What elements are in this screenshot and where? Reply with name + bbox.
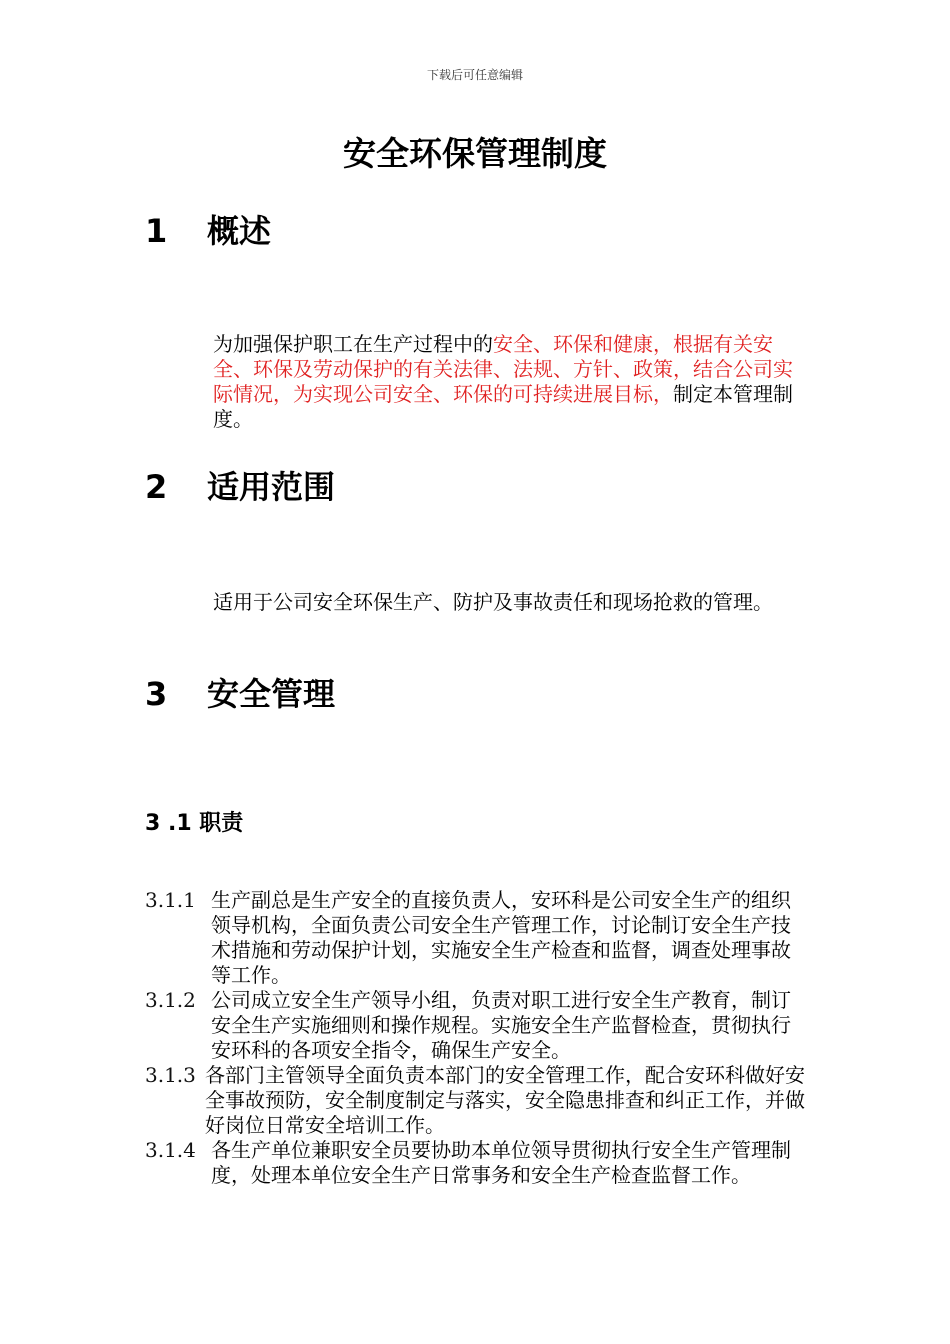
- section-title: 概述: [207, 212, 272, 250]
- clause-text: 生产副总是生产安全的直接负责人，安环科是公司安全生产的组织领导机构，全面负责公司安全生产管理工作，讨论制订安全生产技术措施和劳动保护计划，实施安全生产检查和监督，调查处理事故等工作。: [211, 888, 791, 987]
- section-heading-scope: [145, 462, 335, 508]
- overview-text-part3: 制定本管理制度。: [213, 382, 793, 431]
- clause-number: 3.1.2: [145, 988, 196, 1012]
- section-heading-safety-management: [145, 669, 335, 715]
- clause-item: [145, 1063, 810, 1138]
- clause-number: 3.1.3: [145, 1063, 196, 1087]
- overview-text-highlight: 安全、环保和健康，根据有关安全、环保及劳动保护的有关法律、法规、方针、政策，结合公司实际情况，为实现公司安全、环保的可持续进展目标，: [213, 332, 793, 406]
- clause-number: 3.1.1: [145, 888, 196, 912]
- section-title: 安全管理: [207, 675, 336, 713]
- clause-text: 公司成立安全生产领导小组，负责对职工进行安全生产教育，制订安全生产实施细则和操作规程。实施安全生产监督检查，贯彻执行安环科的各项安全指令，确保生产安全。: [211, 988, 791, 1062]
- clause-text: 各生产单位兼职安全员要协助本单位领导贯彻执行安全生产管理制度，处理本单位安全生产日常事务和安全生产检查监督工作。: [211, 1138, 791, 1187]
- subsection-heading-responsibilities: 3 .1 职责: [145, 811, 244, 836]
- clause-item: [145, 988, 810, 1063]
- section-number: 3: [145, 675, 168, 713]
- clause-text: 各部门主管领导全面负责本部门的安全管理工作，配合安环科做好安全事故预防，安全制度制定与落实，安全隐患排查和纠正工作，并做好岗位日常安全培训工作。: [205, 1063, 805, 1137]
- header-note: 下载后可任意编辑: [426, 68, 523, 82]
- clause-list: [145, 888, 810, 1188]
- overview-paragraph: [213, 332, 803, 432]
- clause-item: [145, 1138, 810, 1188]
- clause-item: [145, 888, 810, 988]
- document-title: 安全环保管理制度: [343, 134, 607, 173]
- overview-text-part1: 为加强保护职工在生产过程中的: [213, 332, 493, 356]
- scope-paragraph: 适用于公司安全环保生产、防护及事故责任和现场抢救的管理。: [213, 590, 773, 614]
- section-number: 1: [145, 212, 168, 250]
- section-heading-overview: [145, 206, 271, 252]
- section-title: 适用范围: [207, 468, 336, 506]
- section-number: 2: [145, 468, 168, 506]
- clause-number: 3.1.4: [145, 1138, 196, 1162]
